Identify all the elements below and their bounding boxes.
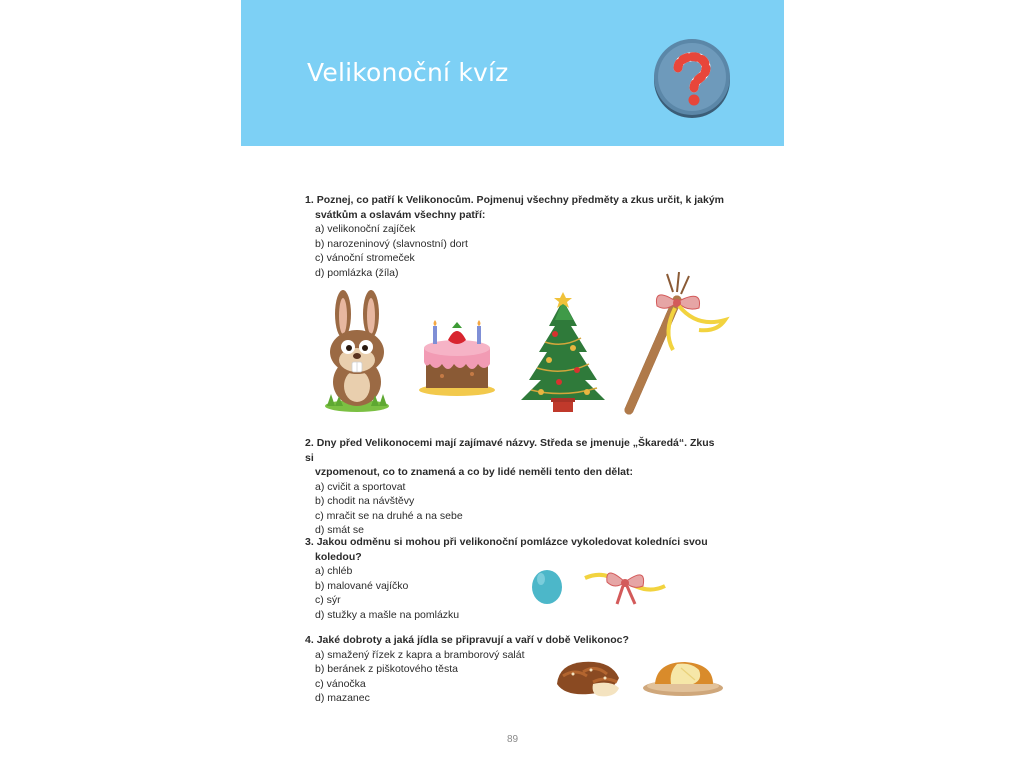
option-item: c) vánočka [315,677,366,690]
option-item: c) mračit se na druhé a na sebe [315,509,463,522]
option-item: b) beránek z piškotového těsta [315,663,459,675]
question-4-text: 4. Jaké dobroty a jaká jídla se připravují a vaří v době Velikonoc? [305,634,629,646]
option-item: d) stužky a mašle na pomlázku [315,608,460,621]
question-2-number: 2. [305,437,314,449]
option-item: a) cvičit a sportovat [315,480,406,493]
option-item: a) velikonoční zajíček [315,223,416,235]
option-item: d) smát se [315,524,365,536]
christmas-tree-icon [515,290,611,416]
question-3-number: 3. [305,536,314,548]
option-item: b) narozeninový (slavnostní) dort [315,237,468,250]
question-2-text: 2. Dny před Velikonocemi mají zajímavé názvy. Středa se jmenuje „Škaredá“. Zkus si [305,437,715,464]
question-4-number: 4. [305,634,314,646]
birthday-cake-icon [418,318,496,398]
vanocka-bread-icon [553,654,625,700]
easter-egg-icon [529,563,565,605]
question-2 [305,436,725,538]
pomlazka-whip-icon [613,272,743,418]
option-item: b) chodit na návštěvy [315,495,415,507]
question-1-text-cont: svátkům a oslavám všechny patří: [315,208,486,221]
page-number: 89 [506,734,519,745]
option-item: b) malované vajíčko [315,579,409,592]
option-item: a) smažený řízek z kapra a bramborový salát [315,648,525,661]
question-3-text: 3. Jakou odměnu si mohou při velikonoční pomlázce vykoledovat koledníci svou [305,536,708,548]
question-mark-icon [650,36,734,120]
ribbon-bow-icon [583,560,667,606]
mazanec-bread-icon [641,656,725,698]
option-item: d) pomlázka (žíla) [315,266,399,279]
option-item: c) sýr [315,594,341,606]
page-title: Velikonoční kvíz [307,58,509,87]
question-1-text: 1. Poznej, co patří k Velikonocům. Pojmenuj všechny předměty a zkus určit, k jakým [305,194,724,206]
question-2-options [305,480,725,538]
option-item: a) chléb [315,565,353,577]
question-2-text-cont: vzpomenout, co to znamená a co by lidé neměli tento den dělat: [315,466,633,478]
question-1 [305,193,725,280]
option-item: c) vánoční stromeček [315,252,415,264]
header-banner [241,0,784,146]
bunny-icon [321,290,393,412]
question-1-number: 1. [305,194,314,206]
workbook-page [241,0,784,768]
question-3-text-cont: koledou? [315,550,362,563]
option-item: d) mazanec [315,692,370,704]
